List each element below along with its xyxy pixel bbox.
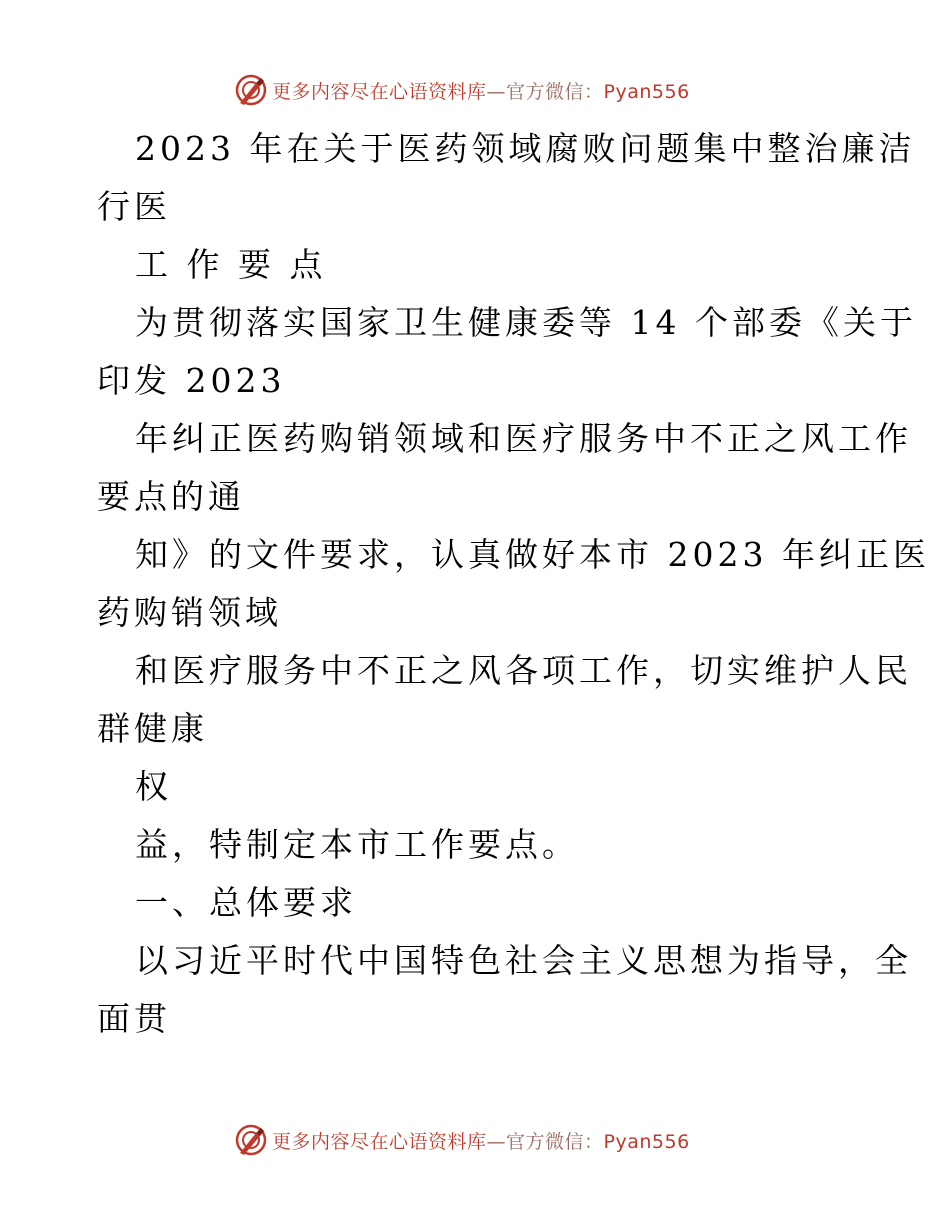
footer-banner [0,1120,950,1160]
paragraph-line: 知》的文件要求，认真做好本市 2023 年纠正医 [135,535,930,574]
banner-main-text: 更多内容尽在心语资料库 [272,80,487,103]
paragraph-line: 益，特制定本市工作要点。 [135,825,579,864]
paragraph-line: 权 [135,767,172,806]
pen-logo-icon [234,73,268,107]
paragraph-line: 要点的通 [97,477,245,516]
paragraph-line: 年纠正医药购销领域和医疗服务中不正之风工作 [135,419,912,458]
banner-wechat-id: Pyan556 [603,1130,690,1153]
paragraph-line: 以习近平时代中国特色社会主义思想为指导，全 [135,941,912,980]
paragraph-line: 药购销领域 [97,593,282,632]
section-heading: 一、总体要求 [135,883,357,922]
banner-wechat-label: 官方微信： [506,1130,604,1153]
paragraph-line: 印发 2023 [97,361,286,400]
paragraph-line: 为贯彻落实国家卫生健康委等 14 个部委《关于 [135,303,917,342]
paragraph-line: 和医疗服务中不正之风各项工作，切实维护人民 [135,651,912,690]
banner-dash: — [486,80,507,103]
paragraph-line: 群健康 [97,709,208,748]
document-body [97,120,930,1048]
banner-wechat-id: Pyan556 [603,80,690,103]
pen-logo-icon [234,1123,268,1157]
banner-text [272,77,690,104]
banner-main-text: 更多内容尽在心语资料库 [272,1130,487,1153]
banner-dash: — [486,1130,507,1153]
subtitle: 工 作 要 点 [135,245,327,284]
paragraph-line: 面贯 [97,999,171,1038]
banner-text [272,1127,690,1154]
header-banner [0,70,950,110]
banner-wechat-label: 官方微信： [506,80,604,103]
title-line-2: 行医 [97,187,171,226]
title-line-1: 2023 年在关于医药领域腐败问题集中整治廉洁 [135,129,916,168]
